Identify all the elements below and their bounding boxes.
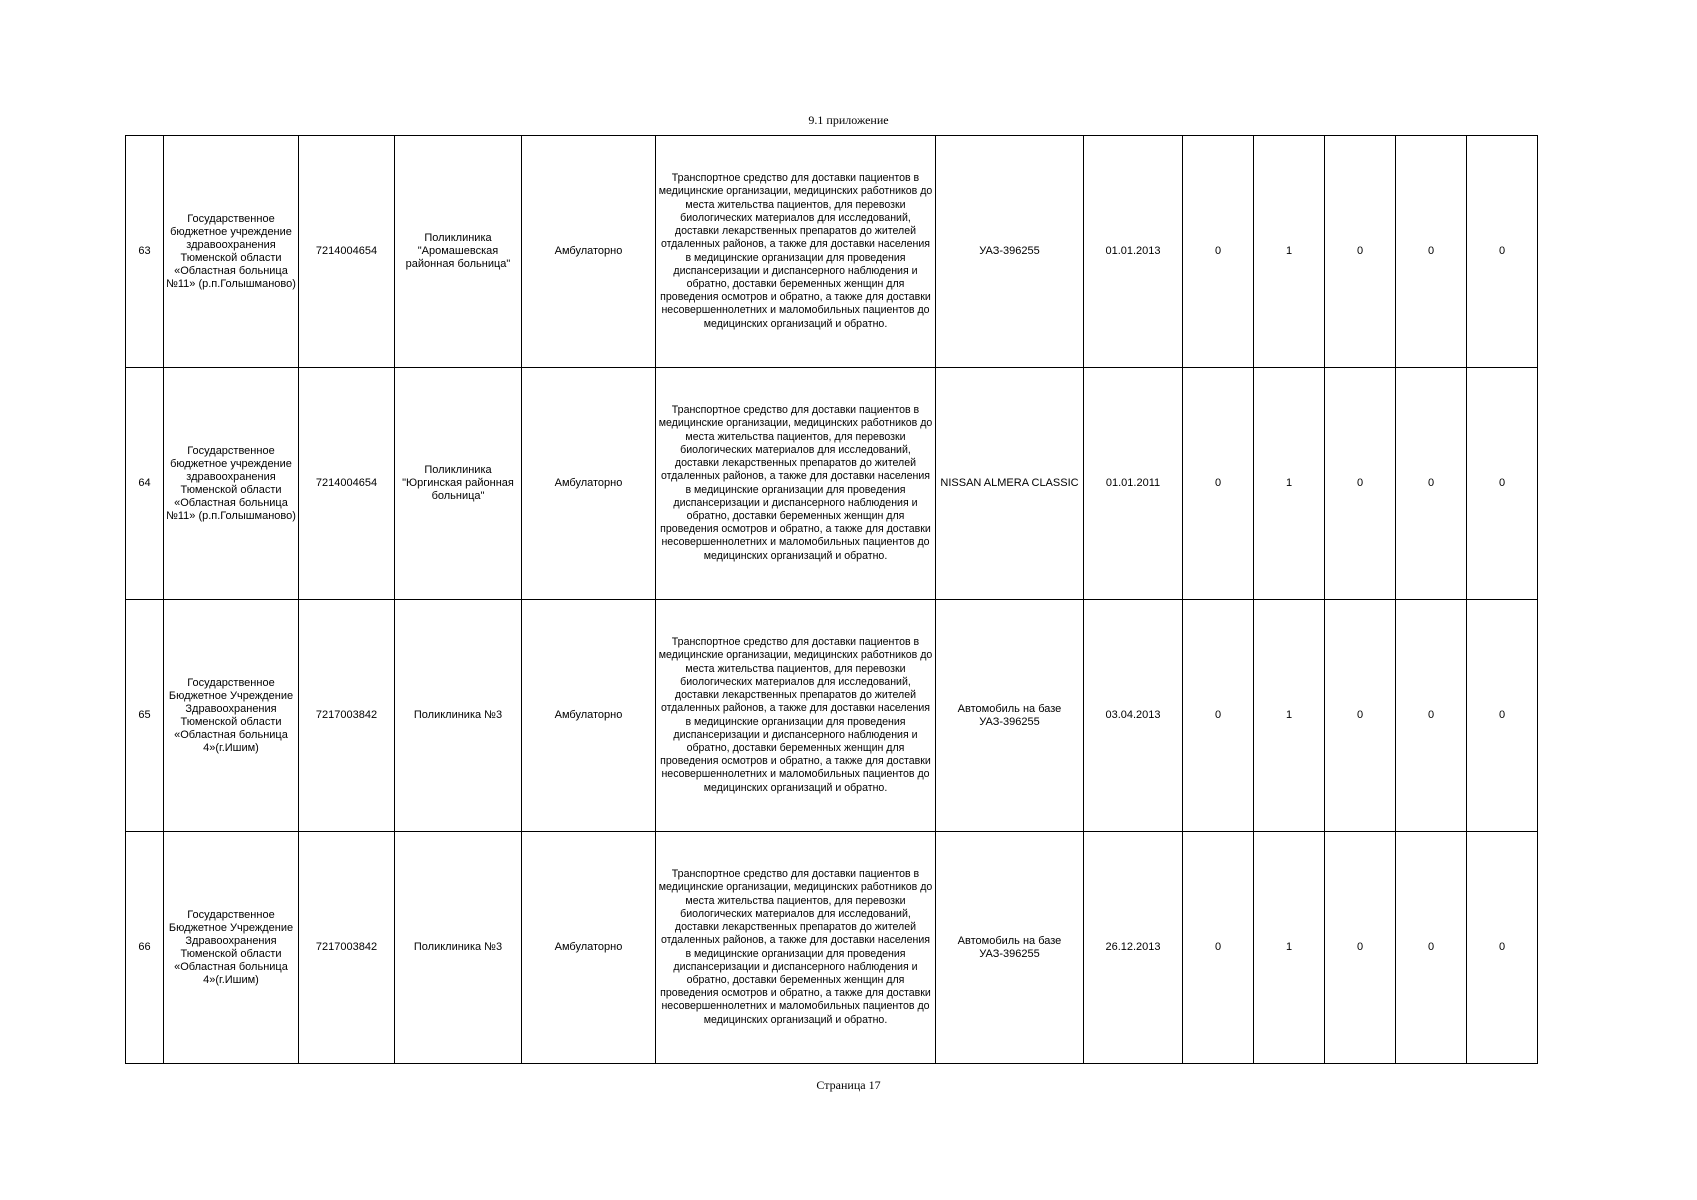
count-cell: 1 [1254, 368, 1325, 600]
vehicle-purpose: Транспортное средство для доставки пациентов в медицинские организации, медицинских работников до места жительства пациентов, для перевозки биологических материалов для исследований, доставки лекарственных препаратов до жителей отдаленных районов, а также для доставки населения в медицинские организации для проведения диспансеризации и диспансерного наблюдения и обратно, доставки беременных женщин для проведения осмотров и обратно, а также для доставки несовершеннолетних и маломобильных пациентов до медицинских организаций и обратно. [656, 368, 936, 600]
inn-code: 7217003842 [299, 832, 395, 1064]
organization-name: Государственное Бюджетное Учреждение Здравоохранения Тюменской области «Областная больница 4»(г.Ишим) [164, 832, 299, 1064]
table-row [126, 368, 1538, 600]
care-type: Амбулаторно [522, 832, 656, 1064]
vehicle-purpose: Транспортное средство для доставки пациентов в медицинские организации, медицинских работников до места жительства пациентов, для перевозки биологических материалов для исследований, доставки лекарственных препаратов до жителей отдаленных районов, а также для доставки населения в медицинские организации для проведения диспансеризации и диспансерного наблюдения и обратно, доставки беременных женщин для проведения осмотров и обратно, а также для доставки несовершеннолетних и маломобильных пациентов до медицинских организаций и обратно. [656, 832, 936, 1064]
organization-name: Государственное Бюджетное Учреждение Здравоохранения Тюменской области «Областная больница 4»(г.Ишим) [164, 600, 299, 832]
vehicle-model: NISSAN ALMERA CLASSIC [936, 368, 1084, 600]
organization-name: Государственное бюджетное учреждение здравоохранения Тюменской области «Областная больница №11» (р.п.Голышманово) [164, 368, 299, 600]
registration-date: 26.12.2013 [1084, 832, 1183, 1064]
page-footer: Страница 17 [816, 1078, 881, 1092]
count-cell: 1 [1254, 832, 1325, 1064]
registration-date: 01.01.2011 [1084, 368, 1183, 600]
care-type: Амбулаторно [522, 136, 656, 368]
count-cell: 0 [1325, 368, 1396, 600]
vehicle-model: УАЗ-396255 [936, 136, 1084, 368]
registration-date: 01.01.2013 [1084, 136, 1183, 368]
vehicle-model: Автомобиль на базе УАЗ-396255 [936, 600, 1084, 832]
count-cell: 1 [1254, 600, 1325, 832]
vehicle-purpose: Транспортное средство для доставки пациентов в медицинские организации, медицинских работников до места жительства пациентов, для перевозки биологических материалов для исследований, доставки лекарственных препаратов до жителей отдаленных районов, а также для доставки населения в медицинские организации для проведения диспансеризации и диспансерного наблюдения и обратно, доставки беременных женщин для проведения осмотров и обратно, а также для доставки несовершеннолетних и маломобильных пациентов до медицинских организаций и обратно. [656, 600, 936, 832]
count-cell: 0 [1467, 600, 1538, 832]
count-cell: 0 [1183, 136, 1254, 368]
count-cell: 0 [1467, 368, 1538, 600]
registration-date: 03.04.2013 [1084, 600, 1183, 832]
table-row [126, 600, 1538, 832]
table-row [126, 136, 1538, 368]
count-cell: 0 [1396, 832, 1467, 1064]
count-cell: 0 [1467, 832, 1538, 1064]
vehicle-model: Автомобиль на базе УАЗ-396255 [936, 832, 1084, 1064]
count-cell: 0 [1183, 368, 1254, 600]
row-number: 65 [126, 600, 164, 832]
care-type: Амбулаторно [522, 600, 656, 832]
table-row [126, 832, 1538, 1064]
count-cell: 0 [1325, 600, 1396, 832]
page-header: 9.1 приложение [808, 113, 889, 127]
vehicle-purpose: Транспортное средство для доставки пациентов в медицинские организации, медицинских работников до места жительства пациентов, для перевозки биологических материалов для исследований, доставки лекарственных препаратов до жителей отдаленных районов, а также для доставки населения в медицинские организации для проведения диспансеризации и диспансерного наблюдения и обратно, доставки беременных женщин для проведения осмотров и обратно, а также для доставки несовершеннолетних и маломобильных пациентов до медицинских организаций и обратно. [656, 136, 936, 368]
inn-code: 7214004654 [299, 368, 395, 600]
inn-code: 7217003842 [299, 600, 395, 832]
inn-code: 7214004654 [299, 136, 395, 368]
count-cell: 0 [1396, 136, 1467, 368]
count-cell: 0 [1183, 600, 1254, 832]
row-number: 64 [126, 368, 164, 600]
count-cell: 0 [1183, 832, 1254, 1064]
care-type: Амбулаторно [522, 368, 656, 600]
row-number: 63 [126, 136, 164, 368]
row-number: 66 [126, 832, 164, 1064]
count-cell: 1 [1254, 136, 1325, 368]
subdivision-name: Поликлиника "Аромашевская районная больница" [395, 136, 522, 368]
count-cell: 0 [1396, 368, 1467, 600]
count-cell: 0 [1467, 136, 1538, 368]
count-cell: 0 [1325, 136, 1396, 368]
count-cell: 0 [1396, 600, 1467, 832]
subdivision-name: Поликлиника №3 [395, 832, 522, 1064]
subdivision-name: Поликлиника "Юргинская районная больница" [395, 368, 522, 600]
subdivision-name: Поликлиника №3 [395, 600, 522, 832]
count-cell: 0 [1325, 832, 1396, 1064]
organization-name: Государственное бюджетное учреждение здравоохранения Тюменской области «Областная больница №11» (р.п.Голышманово) [164, 136, 299, 368]
vehicle-table [125, 135, 1538, 1064]
